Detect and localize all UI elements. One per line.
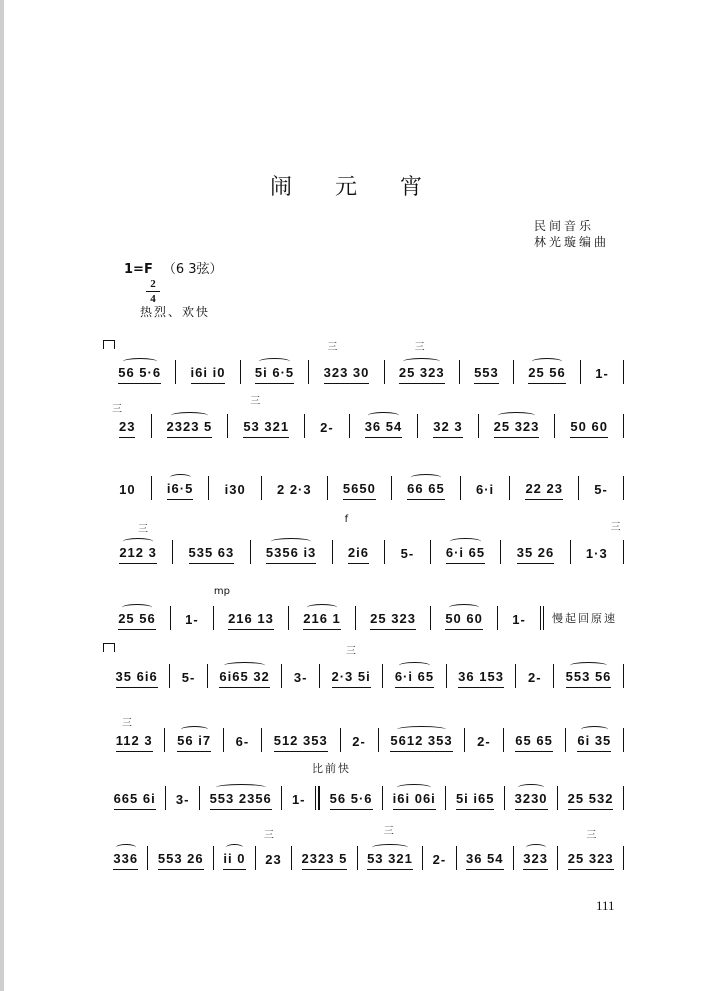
slur-mark — [116, 844, 136, 851]
triplet-mark: 三 — [263, 830, 274, 841]
measure — [580, 360, 624, 384]
triplet-mark: 三 — [383, 826, 394, 837]
note-group: 2 2·3 — [276, 482, 312, 497]
note-group: i30 — [224, 482, 246, 497]
note-group: 53 321 — [367, 852, 413, 870]
note-group: 25 323 — [568, 852, 614, 870]
measure — [319, 646, 382, 688]
faster-text: 比前快 — [312, 762, 351, 775]
measure — [422, 846, 455, 870]
meter-divider — [146, 291, 160, 292]
measure — [165, 786, 199, 810]
measure — [384, 540, 429, 564]
measure — [384, 342, 459, 384]
section-bracket — [103, 643, 115, 652]
note-group: 553 2356 — [210, 792, 272, 810]
note-group: 25 323 — [399, 366, 445, 384]
note-group: 6i 35 — [577, 734, 611, 752]
note-group: 216 1 — [303, 612, 341, 630]
measure — [578, 476, 624, 500]
measure — [349, 414, 418, 438]
measure — [291, 846, 357, 870]
measure — [513, 360, 580, 384]
meter-top: 2 — [150, 278, 156, 290]
dynamic-mp: mp — [213, 586, 230, 597]
key-value: 1=F — [124, 262, 153, 277]
measure — [261, 728, 340, 752]
measure — [104, 360, 175, 384]
measure — [430, 540, 501, 564]
slur-mark — [498, 412, 535, 419]
measure — [104, 786, 165, 810]
measure — [503, 728, 565, 752]
measure — [515, 664, 553, 688]
note-group: 5- — [594, 482, 608, 497]
measure — [104, 524, 172, 564]
slur-mark — [216, 784, 266, 791]
measure — [175, 360, 239, 384]
staff-line-4 — [104, 514, 624, 564]
note-group: 5i 6·5 — [255, 366, 294, 384]
measure — [382, 786, 445, 810]
measure — [208, 476, 260, 500]
measure — [151, 476, 209, 500]
slur-mark — [307, 604, 337, 611]
measure — [382, 664, 445, 688]
page-number: 111 — [596, 898, 615, 913]
slur-mark — [450, 538, 481, 545]
note-group: 2323 5 — [302, 852, 348, 870]
measure — [500, 540, 569, 564]
measure — [553, 664, 624, 688]
note-group: 216 13 — [228, 612, 274, 630]
measure — [288, 606, 355, 630]
measure — [332, 514, 385, 564]
note-group: 6- — [235, 734, 250, 749]
credit-arranger: 林光璇编曲 — [534, 235, 610, 249]
measure — [554, 414, 624, 438]
note-group: 6·i — [475, 482, 495, 497]
measure — [357, 826, 423, 870]
note-group: 2323 5 — [167, 420, 213, 438]
measure — [509, 476, 578, 500]
note-group: 6·i 65 — [395, 670, 434, 688]
measure — [304, 414, 349, 438]
measure — [459, 360, 513, 384]
measure — [281, 786, 319, 810]
slur-mark — [122, 604, 152, 611]
note-group: 665 6i — [114, 792, 156, 810]
measure — [213, 586, 288, 630]
slur-mark — [399, 662, 430, 669]
measure — [227, 396, 304, 438]
note-group: 112 3 — [116, 734, 153, 752]
note-group: 66 65 — [407, 482, 445, 500]
note-group: 6i65 32 — [219, 670, 269, 688]
measure — [255, 830, 291, 870]
staff-line-5 — [104, 586, 544, 630]
measure — [104, 404, 151, 438]
measure — [240, 360, 309, 384]
note-group: 5356 i3 — [266, 546, 316, 564]
slur-mark — [181, 726, 208, 733]
note-group: 2i6 — [348, 546, 369, 564]
measure — [456, 846, 513, 870]
note-group: 5i i65 — [456, 792, 495, 810]
note-group: 3- — [293, 670, 308, 685]
triplet-mark: 三 — [112, 404, 122, 415]
measure — [147, 846, 213, 870]
staff-line-2 — [104, 396, 624, 438]
measure — [170, 606, 213, 630]
triplet-mark: 三 — [122, 718, 132, 729]
note-group: 36 153 — [458, 670, 504, 688]
measure — [417, 414, 477, 438]
measure — [261, 476, 327, 500]
note-group: ii 0 — [223, 852, 245, 870]
measure — [319, 786, 382, 810]
measure — [497, 606, 544, 630]
slur-mark — [259, 358, 290, 365]
measure — [151, 414, 228, 438]
note-group: 50 60 — [570, 420, 608, 438]
slur-mark — [532, 358, 562, 365]
note-group: 35 26 — [517, 546, 555, 564]
triplet-mark: 三 — [250, 396, 261, 407]
measure — [250, 540, 332, 564]
note-group: 25 532 — [568, 792, 614, 810]
slur-mark — [403, 358, 440, 365]
triplet-mark: 三 — [138, 524, 148, 535]
note-group: 1- — [512, 612, 526, 627]
note-group: 553 56 — [566, 670, 612, 688]
staff-line-7 — [104, 718, 624, 752]
measure — [327, 476, 391, 500]
note-group: 53 321 — [243, 420, 289, 438]
note-group: 5- — [400, 546, 415, 561]
note-group: 323 30 — [324, 366, 370, 384]
tempo-marking: 热烈、欢快 — [140, 305, 211, 319]
note-group: 36 54 — [365, 420, 403, 438]
note-group: 1- — [291, 792, 306, 807]
note-group: 2- — [352, 734, 366, 749]
note-group: 56 5·6 — [118, 366, 161, 384]
measure — [557, 786, 624, 810]
triplet-mark: 三 — [327, 342, 338, 353]
slur-mark — [581, 726, 608, 733]
slur-mark — [170, 474, 191, 481]
triplet-mark: 三 — [610, 522, 621, 533]
slur-mark — [449, 604, 479, 611]
measure — [478, 414, 555, 438]
measure — [281, 664, 319, 688]
measure — [340, 728, 378, 752]
note-group: 56 5·6 — [330, 792, 373, 810]
note-group: 25 323 — [494, 420, 540, 438]
triplet-mark: 三 — [345, 646, 356, 657]
slur-mark — [411, 474, 441, 481]
measure — [104, 476, 151, 500]
measure — [308, 342, 383, 384]
measure — [391, 476, 460, 500]
measure — [164, 728, 222, 752]
note-group: 23 — [119, 420, 135, 438]
slur-mark — [372, 844, 409, 851]
note-group: 2- — [320, 420, 334, 435]
measure — [446, 664, 516, 688]
slur-mark — [123, 358, 157, 365]
tempo-return-text: 慢起回原速 — [552, 612, 617, 625]
measure — [430, 606, 497, 630]
note-group: 512 353 — [274, 734, 328, 752]
note-group: 535 63 — [189, 546, 235, 564]
note-group: 1- — [595, 366, 609, 381]
note-group: i6i 06i — [393, 792, 436, 810]
measure — [223, 728, 261, 752]
slur-mark — [518, 784, 544, 791]
slur-mark — [526, 844, 546, 851]
note-group: 2- — [432, 852, 447, 867]
note-group: 3230 — [515, 792, 548, 810]
measure — [104, 718, 164, 752]
slur-mark — [226, 844, 244, 851]
note-group: 3- — [175, 792, 190, 807]
staff-line-9 — [104, 826, 624, 870]
measure — [213, 846, 255, 870]
credits — [534, 218, 609, 250]
slur-mark — [171, 412, 208, 419]
note-group: 6·i 65 — [446, 546, 485, 564]
measure — [104, 664, 169, 688]
time-signature — [146, 278, 160, 305]
measure — [504, 786, 557, 810]
note-group: 2- — [477, 734, 491, 749]
section-bracket — [103, 340, 115, 349]
string-tuning: （6 3弦） — [162, 262, 223, 277]
measure — [378, 728, 465, 752]
dynamic-forte: f — [344, 514, 349, 525]
note-group: 2- — [528, 670, 542, 685]
slur-mark — [123, 538, 153, 545]
note-group: i6·5 — [167, 482, 193, 500]
score-title: 闹 元 宵 — [270, 175, 440, 200]
slur-mark — [224, 662, 264, 669]
note-group: 25 56 — [528, 366, 566, 384]
measure — [169, 664, 207, 688]
slur-mark — [271, 538, 311, 545]
triplet-mark: 三 — [414, 342, 425, 353]
note-group: 336 — [113, 852, 138, 870]
measure — [570, 522, 624, 564]
triplet-mark: 三 — [586, 830, 597, 841]
note-group: i6i i0 — [191, 366, 226, 384]
slur-mark — [368, 412, 398, 419]
staff-line-6 — [104, 646, 624, 688]
slur-mark — [397, 784, 432, 791]
measure — [199, 786, 281, 810]
key-signature — [124, 258, 223, 277]
note-group: 36 54 — [466, 852, 504, 870]
note-group: 553 26 — [158, 852, 204, 870]
note-group: 50 60 — [445, 612, 483, 630]
staff-line-8 — [104, 786, 624, 810]
note-group: 5612 353 — [390, 734, 452, 752]
slur-mark — [397, 726, 447, 733]
note-group: 25 56 — [118, 612, 156, 630]
staff-line-1 — [104, 342, 624, 384]
credit-genre: 民间音乐 — [534, 219, 595, 233]
measure — [513, 846, 557, 870]
note-group: 25 323 — [370, 612, 416, 630]
measure — [355, 606, 430, 630]
measure — [104, 846, 147, 870]
measure — [565, 728, 624, 752]
measure — [557, 830, 624, 870]
staff-line-3 — [104, 476, 624, 500]
note-group: 32 3 — [433, 420, 462, 438]
note-group: 1·3 — [585, 546, 608, 561]
note-group: 65 65 — [515, 734, 553, 752]
note-group: 10 — [119, 482, 136, 497]
measure — [172, 540, 249, 564]
note-group: 212 3 — [119, 546, 157, 564]
slur-mark — [570, 662, 607, 669]
note-group: 1- — [185, 612, 199, 627]
measure — [207, 664, 281, 688]
note-group: 5- — [181, 670, 196, 685]
meter-bottom: 4 — [150, 293, 156, 305]
note-group: 5650 — [343, 482, 376, 500]
note-group: 2·3 5i — [332, 670, 371, 688]
page-edge — [0, 0, 4, 991]
measure — [104, 606, 170, 630]
measure — [464, 728, 502, 752]
note-group: 323 — [523, 852, 548, 870]
note-group: 23 — [265, 852, 282, 867]
note-group: 35 6i6 — [116, 670, 158, 688]
note-group: 22 23 — [525, 482, 563, 500]
note-group: 553 — [474, 366, 499, 384]
measure — [460, 476, 509, 500]
note-group: 56 i7 — [177, 734, 211, 752]
measure — [445, 786, 504, 810]
